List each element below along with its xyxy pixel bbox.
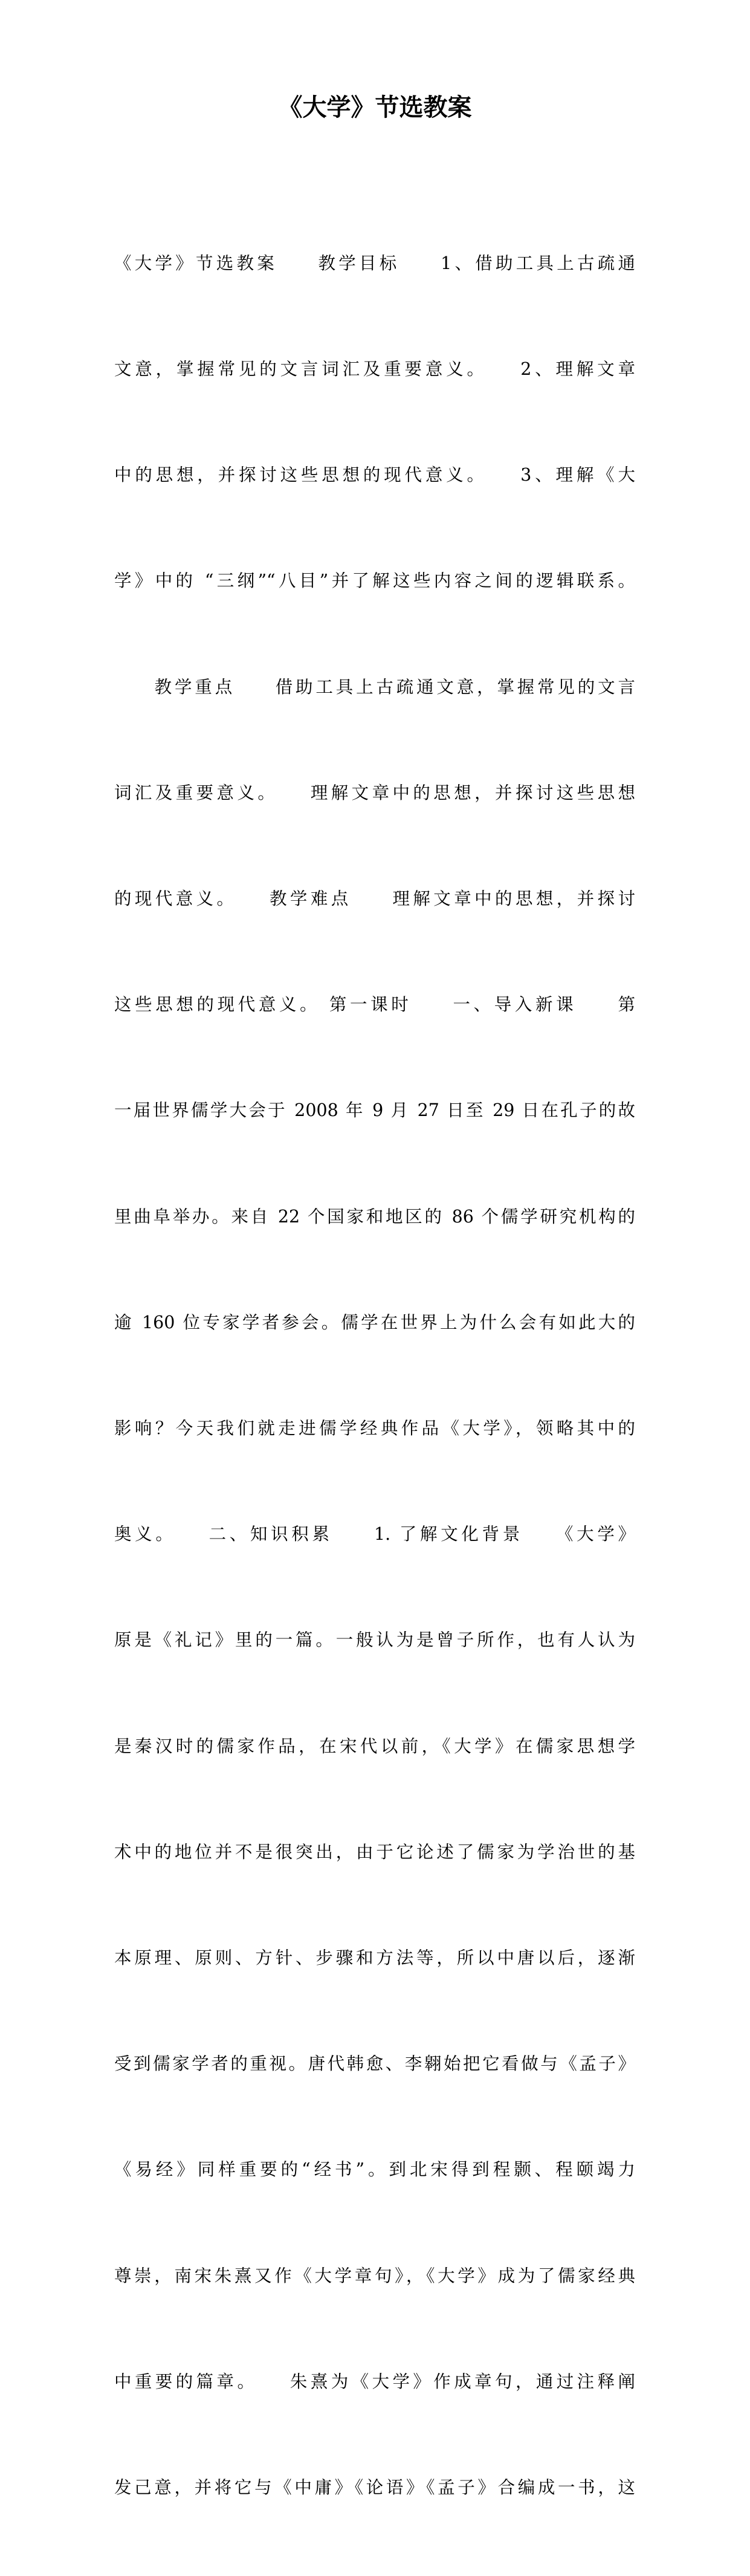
body-line: 奥义。 二、知识积累 1. 了解文化背景 《大学》 <box>114 1524 635 1545</box>
body-line: 《易经》同样重要的“经书”。到北宋得到程颢、程颐竭力 <box>114 2159 635 2180</box>
body-line: 逾 160 位专家学者参会。儒学在世界上为什么会有如此大的 <box>114 1312 635 1332</box>
document-title: 《大学》节选教案 <box>278 93 472 122</box>
body-line: 的现代意义。 教学难点 理解文章中的思想，并探讨 <box>114 889 635 909</box>
body-line: 受到儒家学者的重视。唐代韩愈、李翱始把它看做与《孟子》 <box>114 2054 635 2074</box>
body-line: 中的思想，并探讨这些思想的现代意义。 3、理解《大 <box>114 465 635 485</box>
body-line: 这些思想的现代意义。 第一课时 一、导入新课 第 <box>114 994 635 1015</box>
body-line: 一届世界儒学大会于 2008 年 9 月 27 日至 29 日在孔子的故 <box>114 1100 635 1121</box>
body-line: 原是《礼记》里的一篇。一般认为是曾子所作，也有人认为 <box>114 1630 635 1650</box>
body-line: 里曲阜举办。来自 22 个国家和地区的 86 个儒学研究机构的 <box>114 1206 635 1227</box>
body-line: 是秦汉时的儒家作品，在宋代以前，《大学》在儒家思想学 <box>114 1736 635 1756</box>
body-line: 尊崇，南宋朱熹又作《大学章句》，《大学》成为了儒家经典 <box>114 2265 635 2286</box>
body-line: 本原理、原则、方针、步骤和方法等，所以中唐以后，逐渐 <box>114 1948 635 1968</box>
body-line: 中重要的篇章。 朱熹为《大学》作成章句，通过注释阐 <box>114 2371 635 2392</box>
document-body <box>114 175 635 2576</box>
body-line: 学》中的 “三纲”“八目”并了解这些内容之间的逻辑联系。 <box>114 571 635 591</box>
body-line: 发己意，并将它与《中庸》《论语》《孟子》合编成一书，这 <box>114 2477 635 2498</box>
body-line: 术中的地位并不是很突出，由于它论述了儒家为学治世的基 <box>114 1841 635 1862</box>
body-line: 教学重点 借助工具上古疏通文意，掌握常见的文言 <box>114 676 635 697</box>
body-line: 《大学》节选教案 教学目标 1、借助工具上古疏通 <box>114 253 635 273</box>
body-line: 影响？今天我们就走进儒学经典作品《大学》，领略其中的 <box>114 1418 635 1439</box>
body-line: 词汇及重要意义。 理解文章中的思想，并探讨这些思想 <box>114 782 635 803</box>
body-line: 文意，掌握常见的文言词汇及重要意义。 2、理解文章 <box>114 359 635 380</box>
